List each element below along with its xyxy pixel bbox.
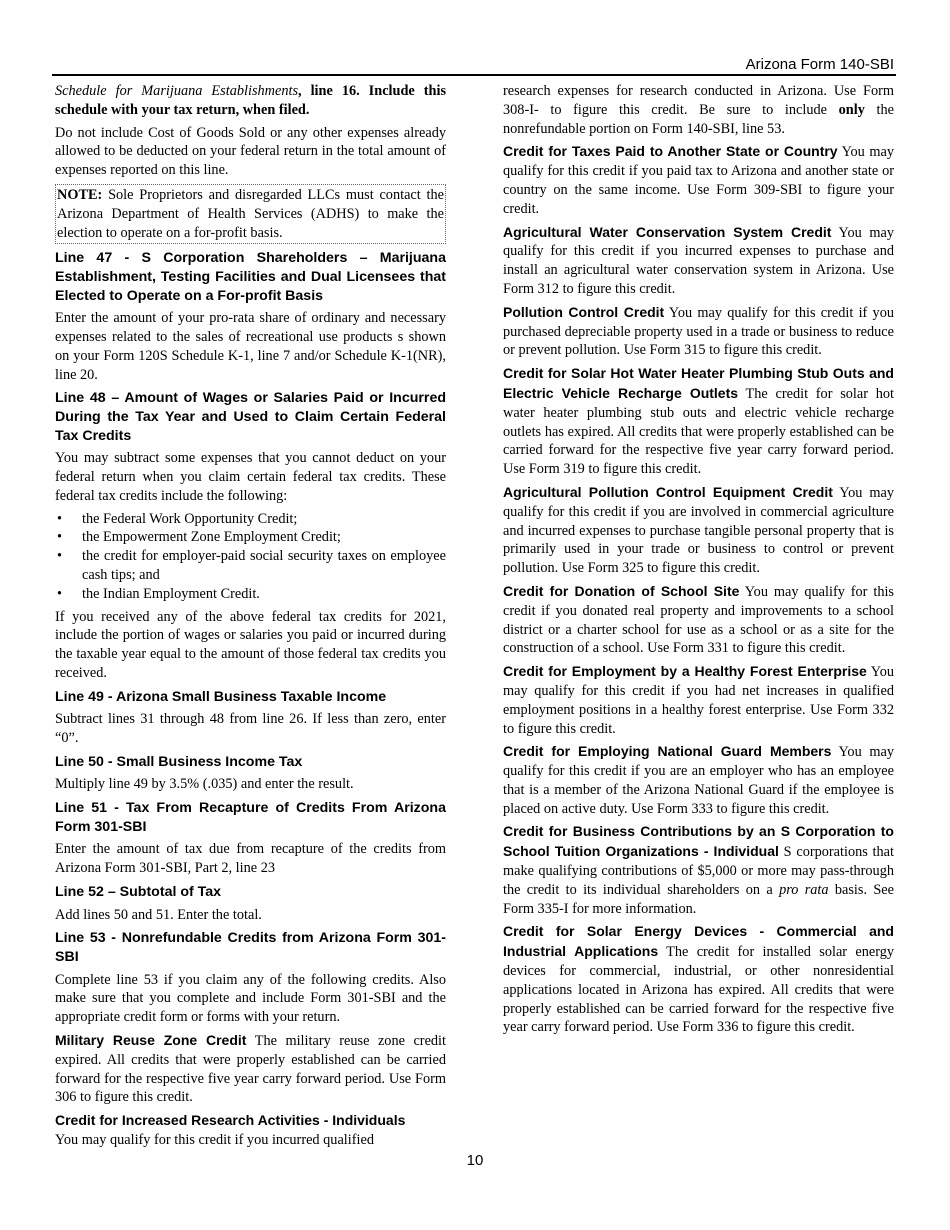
credit-text: You may qualify for this credit if you purchased depreciable property used in a trade or business to reduce or prevent pollution. Use Form 315 to figure this credit.	[503, 304, 894, 359]
scorp-sto-text-2: basis. See Form 335-I for more information.	[503, 881, 894, 917]
line47-heading: Line 47 - S Corporation Shareholders – Marijuana Establishment, Testing Facilities and Dual Licensees that Elected to Operate on a For-profit Basis	[55, 250, 446, 304]
note-box	[55, 184, 446, 244]
intro-paragraph-2: Do not include Cost of Goods Sold or any other expenses already allowed to be deducted on your federal return in the total amount of expenses reported on this line.	[55, 124, 446, 179]
scorp-sto-title: Credit for Business Contributions by an S Corporation to School Tuition Organizations - Individual	[503, 823, 894, 860]
line48-text: You may subtract some expenses that you cannot deduct on your federal return when you claim certain federal tax credits. These federal tax credits include the following:	[55, 450, 446, 504]
solar-energy-credit	[503, 922, 894, 1037]
credit-text: You may qualify for this credit if you incurred expenses to purchase and install an agricultural water conservation system in Arizona. Use Form 312 to figure this credit.	[503, 224, 894, 297]
line53-heading: Line 53 - Nonrefundable Credits from Arizona Form 301-SBI	[55, 930, 446, 966]
list-item: • the Federal Work Opportunity Credit;	[55, 510, 446, 529]
research-credit	[55, 1111, 446, 1150]
credit-item	[503, 142, 894, 218]
intro-italic: Schedule for Marijuana Establishments	[55, 83, 299, 99]
credit-title: Agricultural Water Conservation System Credit	[503, 223, 832, 240]
form-title: Arizona Form 140-SBI	[745, 56, 894, 73]
line50-heading: Line 50 - Small Business Income Tax	[55, 753, 303, 770]
credit-text: You may qualify for this credit if you are involved in commercial agriculture and incurred expenses to purchase tangible personal property that is primarily used in your trade or business to control or prevent pollution. Use Form 325 to figure this credit.	[503, 484, 894, 577]
left-column	[55, 82, 446, 1150]
credit-item	[503, 223, 894, 299]
credit-text: You may qualify for this credit if you paid tax to Arizona and another state or country on the same income. Use Form 309-SBI to figure your credit.	[503, 144, 894, 217]
scorp-sto-credit	[503, 822, 894, 918]
scorp-sto-italic: pro rata	[779, 881, 829, 898]
list-item: • the Empowerment Zone Employment Credit;	[55, 528, 446, 547]
line47-text: Enter the amount of your pro-rata share of ordinary and necessary expenses related to the sales of recreational use products s shown on your Form 120S Schedule K-1, line 7 and/or Schedule K-1(NR), line 20.	[55, 310, 446, 383]
research-credit-text: You may qualify for this credit if you incurred qualified	[55, 1132, 374, 1148]
federal-credits-list	[55, 510, 446, 604]
intro-bold: , line 16. Include this schedule with your tax return, when filed.	[55, 83, 447, 118]
credit-item	[503, 582, 894, 658]
header-rule	[52, 74, 896, 76]
solar-energy-text: The credit for installed solar energy devices for commercial, industrial, or other nonresidential applications located in Arizona has expired. All credits that were properly established can be carried forward for the respective five year carry forward period. Use Form 336 to figure this credit.	[503, 944, 894, 1036]
line51-heading: Line 51 - Tax From Recapture of Credits From Arizona Form 301-SBI	[55, 800, 446, 835]
line50-text: Multiply line 49 by 3.5% (.035) and enter the result.	[55, 776, 354, 793]
credit-title: Credit for Solar Hot Water Heater Plumbing Stub Outs and Electric Vehicle Recharge Outlets	[503, 365, 894, 401]
credit-text: You may qualify for this credit if you had net increases in qualified employment positions in a healthy forest enterprise. Use Form 332 to figure this credit.	[503, 664, 894, 737]
line49-text: Subtract lines 31 through 48 from line 26. If less than zero, enter “0”.	[55, 711, 446, 747]
credit-title: Credit for Employment by a Healthy Forest Enterprise	[503, 663, 867, 680]
list-item: • the credit for employer-paid social security taxes on employee cash tips; and	[55, 547, 446, 585]
credit-title: Agricultural Pollution Control Equipment Credit	[503, 483, 833, 500]
research-cont-text-2: the nonrefundable portion on Form 140-SBI, line 53.	[503, 101, 894, 137]
list-item: • the Indian Employment Credit.	[55, 585, 446, 604]
right-column	[503, 82, 894, 1041]
line48-heading: Line 48 – Amount of Wages or Salaries Paid or Incurred During the Tax Year and Used to Claim Certain Federal Tax Credits	[55, 390, 446, 444]
line48-text-2: If you received any of the above federal tax credits for 2021, include the portion of wages or salaries you paid or incurred during the taxable year equal to the amount of those federal tax credits you received.	[55, 608, 446, 681]
credit-text: You may qualify for this credit if you are an employer who has an employee that is a member of the Arizona National Guard if the employee is placed on active duty. Use Form 333 to figure this credit.	[503, 744, 894, 817]
credit-title: Pollution Control Credit	[503, 303, 665, 320]
credit-item	[503, 303, 894, 360]
research-cont-bold: only	[838, 101, 865, 118]
credit-title: Credit for Donation of School Site	[503, 582, 740, 599]
military-reuse-text: The military reuse zone credit expired. All credits that were properly established can be carried forward for the respective five year carry forward period. Use Form 306 to figure this credit.	[55, 1033, 447, 1106]
credit-text: The credit for solar hot water heater plumbing stub outs and electric vehicle recharge outlets has expired. All credits that were properly established can be carried forward for the respective five year carry forward period. Use Form 319 to figure this credit.	[503, 385, 894, 478]
credit-item	[503, 742, 894, 818]
line52-heading: Line 52 – Subtotal of Tax	[55, 884, 222, 901]
page-number: 10	[466, 1152, 484, 1169]
intro-paragraph	[55, 82, 446, 120]
credit-item	[503, 483, 894, 578]
solar-energy-title: Credit for Solar Energy Devices - Commercial and Industrial Applications	[503, 923, 894, 960]
line51-text: Enter the amount of tax due from recapture of the credits from Arizona Form 301-SBI, Part 2, line 23	[55, 841, 446, 877]
credit-title: Credit for Employing National Guard Members	[503, 743, 832, 760]
research-credit-continued	[503, 82, 894, 138]
scorp-sto-text: S corporations that make qualifying contributions of $5,000 or more may pass-through the credit to its individual shareholders on a	[503, 844, 894, 898]
military-reuse-title: Military Reuse Zone Credit	[55, 1032, 247, 1049]
note-label: NOTE:	[57, 186, 103, 203]
military-reuse-credit	[55, 1031, 446, 1107]
credit-text: You may qualify for this credit if you donated real property and improvements to a school district or a charter school for use as a school or as a site for the construction of a school. Use Form 331 to figure this credit.	[503, 583, 894, 657]
note-text: Sole Proprietors and disregarded LLCs must contact the Arizona Department of Health Services (ADHS) to make the election to operate on a for-profit basis.	[57, 186, 444, 241]
line52-text: Add lines 50 and 51. Enter the total.	[55, 906, 262, 923]
line53-text: Complete line 53 if you claim any of the following credits. Also make sure that you complete and include Form 301-SBI and the appropriate credit form or forms with your return.	[55, 971, 446, 1026]
research-credit-title: Credit for Increased Research Activities - Individuals	[55, 1112, 406, 1129]
credit-item	[503, 662, 894, 738]
credit-item	[503, 364, 894, 479]
line49-heading: Line 49 - Arizona Small Business Taxable Income	[55, 688, 387, 705]
credit-title: Credit for Taxes Paid to Another State or Country	[503, 143, 838, 160]
research-cont-text: research expenses for research conducted in Arizona. Use Form 308-I- to figure this credit. Be sure to include	[503, 83, 894, 118]
